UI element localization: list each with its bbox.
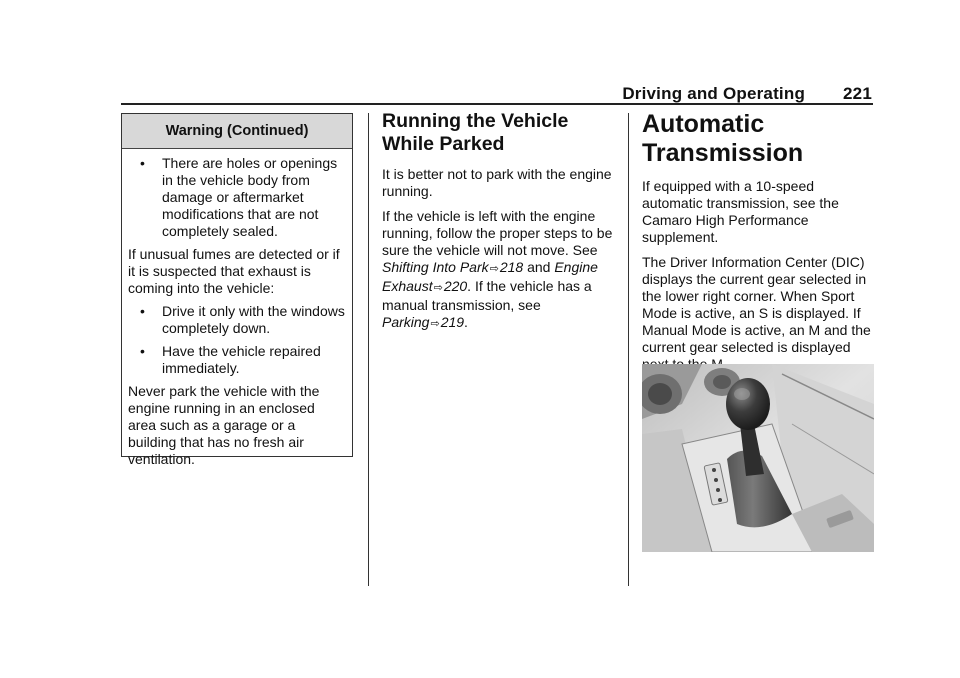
section-heading: Running the Vehicle While Parked: [382, 110, 569, 155]
bullet-icon: •: [140, 303, 145, 319]
paragraph: It is better not to park with the engine running.: [382, 166, 612, 199]
warning-title: Warning (Continued): [122, 114, 352, 149]
page-header: [622, 84, 872, 104]
page-ref-icon: ⇨: [430, 318, 440, 330]
section-title: Driving and Operating: [622, 84, 806, 103]
paragraph: If equipped with a 10-speed automatic transmission, see the Camaro High Performance supplement.: [642, 178, 839, 245]
automatic-section: [642, 110, 876, 381]
warning-body: [122, 149, 352, 468]
section-heading: Automatic Transmission: [642, 110, 804, 167]
running-section: [382, 110, 614, 341]
bullet-icon: •: [140, 343, 145, 359]
page-ref-icon: ⇨: [489, 263, 499, 275]
ref-link-shifting-into-park[interactable]: Shifting Into Park⇨218: [382, 259, 524, 275]
list-item: • Drive it only with the windows completely down.: [140, 303, 345, 336]
list-item: • Have the vehicle repaired immediately.: [140, 343, 321, 376]
paragraph: The Driver Information Center (DIC) displays the current gear selected in the lower right corner. When Sport Mode is active, an S is displayed. If Manual Mode is active, an M and the current gear selected is displayed: [642, 254, 871, 355]
warning-box: [121, 113, 353, 467]
shifter-illustration: [642, 364, 874, 552]
warning-paragraph: Never park the vehicle with the engine running in an enclosed area such as a garage or a building that has no fresh air ventilation.: [128, 383, 320, 467]
page-number: 221: [843, 84, 872, 103]
warning-paragraph: If unusual fumes are detected or if it is suspected that exhaust is coming into the vehicle:: [128, 246, 340, 296]
page-ref-icon: ⇨: [433, 282, 443, 294]
paragraph: If the vehicle is left with the engine running, follow the proper steps to be sure the vehicle will not move. See Shifting Into Park⇨218 and Engine Exhaust⇨220. If the vehicle has a manual transmission, see Parking⇨219.: [382, 208, 613, 330]
list-item: • There are holes or openings in the vehicle body from damage or aftermarket modifications that are not completely sealed.: [140, 155, 338, 239]
column-divider: [628, 113, 629, 586]
ref-link-engine-exhaust[interactable]: Engine Exhaust⇨220: [382, 259, 598, 294]
header-rule: [121, 103, 873, 105]
bullet-icon: •: [140, 155, 145, 171]
ref-link-parking[interactable]: Parking⇨219: [382, 314, 465, 330]
column-divider: [368, 113, 369, 586]
